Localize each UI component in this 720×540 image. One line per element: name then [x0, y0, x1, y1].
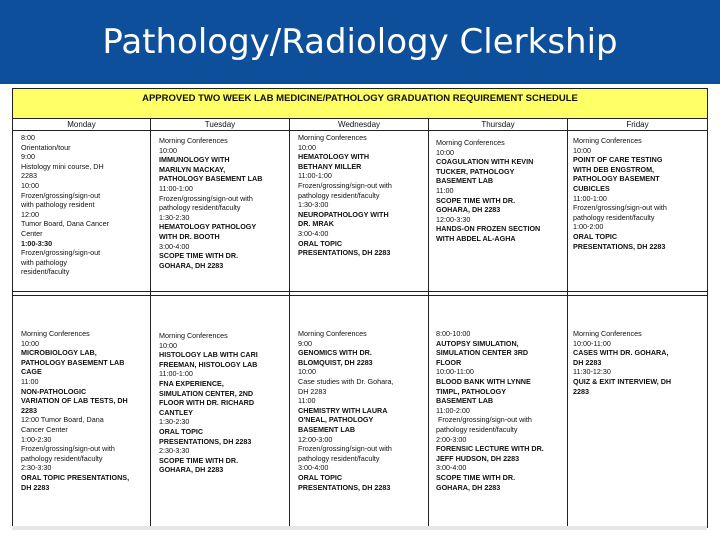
day-header-thursday: Thursday — [429, 119, 567, 131]
schedule-entry-line: SIMULATION CENTER, 2ND — [159, 388, 254, 398]
schedule-entry-line: QUIZ & EXIT INTERVIEW, DH — [573, 376, 672, 386]
schedule-entry-line: with pathology — [21, 257, 67, 267]
schedule-entry-line: CHEMISTRY WITH LAURA — [298, 405, 388, 415]
schedule-entry-line: CUBICLES — [573, 183, 610, 193]
schedule-entry-line: 11:00 — [298, 396, 316, 406]
schedule-entry-line: Center — [21, 228, 43, 238]
schedule-entry-line: 12:00 Tumor Board, Dana — [21, 415, 104, 425]
schedule-entry-line: GOHARA, DH 2283 — [159, 260, 224, 270]
schedule-entry-line: GOHARA, DH 2283 — [436, 482, 501, 492]
day-header-wednesday: Wednesday — [290, 119, 428, 131]
schedule-entry-line: AUTOPSY SIMULATION, — [436, 338, 519, 348]
slide-title: Pathology/Radiology Clerkship — [102, 22, 618, 62]
schedule-entry-line: CASES WITH DR. GOHARA, — [573, 348, 669, 358]
week1-tuesday-cell — [159, 136, 287, 289]
schedule-entry-line: ORAL TOPIC PRESENTATIONS, — [21, 472, 130, 482]
day-header-friday: Friday — [568, 119, 707, 131]
schedule-entry-line: DH 2283 — [298, 386, 327, 396]
schedule-entry-line: 2283 — [21, 405, 37, 415]
schedule-entry-line: Histology mini course, DH — [21, 161, 104, 171]
column-divider — [428, 119, 429, 527]
schedule-entry-line: PATHOLOGY BASEMENT — [573, 174, 660, 184]
schedule-entry-line: 1:30-3:00 — [298, 200, 329, 210]
schedule-entry-line: FORENSIC LECTURE WITH DR. — [436, 444, 544, 454]
schedule-entry-line: DH 2283 — [573, 357, 602, 367]
schedule-entry-line: 11:00 — [21, 376, 39, 386]
schedule-entry-line: 10:00 — [573, 145, 591, 155]
schedule-entry-line: resident/faculty — [21, 267, 70, 277]
schedule-entry-line: pathology resident/faculty — [21, 453, 103, 463]
schedule-entry-line: HANDS-ON FROZEN SECTION — [436, 224, 541, 234]
column-divider — [150, 119, 151, 527]
week2-friday-cell — [573, 329, 705, 525]
schedule-entry-line: 10:00 — [159, 145, 177, 155]
schedule-entry-line: TUCKER, PATHOLOGY — [436, 166, 515, 176]
schedule-entry-line: Morning Conferences — [436, 138, 505, 147]
schedule-entry-line: pathology resident/faculty — [436, 424, 518, 434]
schedule-entry-line: 11:00-1:00 — [298, 171, 332, 181]
schedule-entry-line: Frozen/grossing/sign-out — [21, 190, 101, 200]
schedule-entry-line: JEFF HUDSON, DH 2283 — [436, 453, 520, 463]
week-divider — [13, 291, 707, 292]
schedule-entry-line: Frozen/grossing/sign-out with — [21, 444, 115, 454]
week2-wednesday-cell — [298, 329, 426, 525]
schedule-entry-line: 11:00-2:00 — [436, 405, 470, 415]
schedule-entry-line: PRESENTATIONS, DH 2283 — [159, 436, 252, 446]
schedule-entry-line: Morning Conferences — [159, 331, 228, 340]
schedule-entry-line: Frozen/grossing/sign-out with — [298, 444, 392, 454]
schedule-entry-line: pathology resident/faculty — [573, 212, 655, 222]
schedule-entry-line: 10:00 — [21, 180, 39, 190]
schedule-entry-line: VARIATION OF LAB TESTS, DH — [21, 396, 128, 406]
schedule-entry-line: FNA EXPERIENCE, — [159, 378, 224, 388]
schedule-entry-line: 3:00-4:00 — [298, 463, 329, 473]
schedule-entry-line: MARILYN MACKAY, — [159, 164, 226, 174]
schedule-entry-line: 1:00-2:30 — [21, 434, 52, 444]
schedule-entry-line: Frozen/grossing/sign-out with — [298, 180, 392, 190]
schedule-entry-line: WITH DEB ENGSTROM, — [573, 164, 655, 174]
schedule-entry-line: SCOPE TIME WITH DR. — [159, 251, 239, 261]
schedule-entry-line: 10:00 — [21, 338, 39, 348]
schedule-entry-line: COAGULATION WITH KEVIN — [436, 157, 534, 167]
schedule-entry-line: PATHOLOGY BASEMENT LAB — [21, 357, 125, 367]
week1-friday-cell — [573, 136, 705, 289]
schedule-entry-line: 2:30-3:30 — [159, 446, 190, 456]
schedule-entry-line: PRESENTATIONS, DH 2283 — [298, 482, 391, 492]
schedule-entry-line: Morning Conferences — [159, 136, 228, 145]
schedule-entry-line: BASEMENT LAB — [436, 176, 494, 186]
day-header-monday: Monday — [13, 119, 150, 131]
schedule-entry-line: 3:00-4:00 — [436, 463, 467, 473]
schedule-entry-line: ORAL TOPIC — [298, 238, 343, 248]
schedule-entry-line: pathology resident/faculty — [298, 453, 380, 463]
week2-monday-cell — [21, 329, 148, 525]
schedule-entry-line: 11:00 — [436, 185, 454, 195]
schedule-entry-line: 10:00 — [298, 142, 316, 152]
schedule-entry-line: HEMATOLOGY PATHOLOGY — [159, 222, 257, 232]
schedule-entry-line: ORAL TOPIC — [573, 231, 618, 241]
schedule-entry-line: Orientation/tour — [21, 142, 71, 152]
schedule-entry-line: IMMUNOLOGY WITH — [159, 155, 230, 165]
schedule-entry-line: GOHARA, DH 2283 — [436, 205, 501, 215]
schedule-entry-line: Case studies with Dr. Gohara, — [298, 376, 394, 386]
schedule-entry-line: CAGE — [21, 367, 42, 377]
schedule-entry-line: Frozen/grossing/sign-out with — [159, 193, 253, 203]
table-shadow — [12, 526, 707, 530]
schedule-entry-line: ORAL TOPIC — [159, 426, 204, 436]
schedule-entry-line: PRESENTATIONS, DH 2283 — [298, 248, 391, 258]
schedule-entry-line: BASEMENT LAB — [298, 424, 356, 434]
schedule-entry-line: 11:00-1:00 — [159, 183, 193, 193]
schedule-entry-line: 2283 — [573, 386, 589, 396]
schedule-entry-line: 2:30-3:30 — [21, 463, 52, 473]
schedule-entry-line: 1:00-2:00 — [573, 222, 604, 232]
schedule-entry-line: SIMULATION CENTER 3RD — [436, 348, 529, 358]
schedule-entry-line: 9:00 — [21, 152, 35, 162]
schedule-entry-line: GENOMICS WITH DR. — [298, 348, 372, 358]
schedule-entry-line: 12:00-3:30 — [436, 214, 471, 224]
schedule-entry-line: Morning Conferences — [573, 136, 642, 145]
schedule-entry-line: FLOOR — [436, 357, 462, 367]
day-header-tuesday: Tuesday — [151, 119, 289, 131]
week2-tuesday-cell — [159, 331, 287, 525]
schedule-entry-line: WITH ABDEL AL-AGHA — [436, 233, 516, 243]
schedule-entry-line: 2283 — [21, 171, 37, 181]
schedule-entry-line: WITH DR. BOOTH — [159, 231, 220, 241]
schedule-entry-line: 8:00-10:00 — [436, 329, 471, 338]
schedule-entry-line: 12:00 — [21, 209, 39, 219]
week2-thursday-cell — [436, 329, 565, 525]
schedule-entry-line: pathology resident/faculty — [298, 190, 380, 200]
schedule-entry-line: 9:00 — [298, 338, 312, 348]
schedule-entry-line: 10:00 — [159, 340, 177, 350]
schedule-entry-line: TIMPL, PATHOLOGY — [436, 386, 507, 396]
schedule-entry-line: 8:00 — [21, 133, 35, 142]
schedule-entry-line: Morning Conferences — [298, 133, 367, 142]
schedule-entry-line: DH 2283 — [21, 482, 50, 492]
schedule-entry-line: BLOOD BANK WITH LYNNE — [436, 376, 531, 386]
schedule-entry-line: PATHOLOGY BASEMENT LAB — [159, 174, 263, 184]
schedule-entry-line: Morning Conferences — [21, 329, 90, 338]
schedule-entry-line: DR. MRAK — [298, 219, 334, 229]
schedule-entry-line: 3:00-4:00 — [298, 228, 329, 238]
schedule-entry-line: Frozen/grossing/sign-out with — [573, 203, 667, 213]
schedule-entry-line: BLOMQUIST, DH 2283 — [298, 357, 373, 367]
schedule-entry-line: Morning Conferences — [298, 329, 367, 338]
schedule-entry-line: O'NEAL, PATHOLOGY — [298, 415, 374, 425]
schedule-entry-line: SCOPE TIME WITH DR. — [436, 472, 516, 482]
schedule-entry-line: Cancer Center — [21, 424, 68, 434]
schedule-entry-line: 10:00-11:00 — [573, 338, 611, 348]
schedule-entry-line: 10:00 — [298, 367, 316, 377]
schedule-entry-line: GOHARA, DH 2283 — [159, 465, 224, 475]
schedule-entry-line: with pathology resident — [21, 200, 95, 210]
schedule-entry-line: 12:00-3:00 — [298, 434, 333, 444]
schedule-table — [12, 88, 708, 528]
schedule-entry-line: 1:30-2:30 — [159, 212, 190, 222]
schedule-entry-line: BASEMENT LAB — [436, 396, 494, 406]
column-divider — [289, 119, 290, 527]
schedule-entry-line: FLOOR WITH DR. RICHARD — [159, 398, 255, 408]
schedule-entry-line: NEUROPATHOLOGY WITH — [298, 209, 389, 219]
schedule-entry-line: 10:00 — [436, 147, 454, 157]
week-divider — [13, 295, 707, 296]
schedule-entry-line: Morning Conferences — [573, 329, 642, 338]
schedule-entry-line: 3:00-4:00 — [159, 241, 190, 251]
schedule-entry-line: 11:00-1:00 — [159, 369, 193, 379]
schedule-entry-line: ORAL TOPIC — [298, 472, 343, 482]
schedule-entry-line: HISTOLOGY LAB WITH CARI — [159, 350, 258, 360]
schedule-entry-line: POINT OF CARE TESTING — [573, 155, 663, 165]
schedule-entry-line: CANTLEY — [159, 407, 193, 417]
schedule-entry-line: SCOPE TIME WITH DR. — [436, 195, 516, 205]
schedule-entry-line: 1:30-2:30 — [159, 417, 190, 427]
schedule-entry-line: 2:00-3:00 — [436, 434, 467, 444]
schedule-entry-line: SCOPE TIME WITH DR. — [159, 455, 239, 465]
schedule-entry-line: 11:30-12:30 — [573, 367, 611, 377]
schedule-entry-line: 11:00-1:00 — [573, 193, 607, 203]
week1-thursday-cell — [436, 138, 565, 289]
schedule-entry-line: NON-PATHOLOGIC — [21, 386, 87, 396]
week1-monday-cell — [21, 133, 148, 289]
schedule-entry-line: Tumor Board, Dana Cancer — [21, 219, 110, 229]
column-divider — [567, 119, 568, 527]
schedule-entry-line: pathology resident/faculty — [159, 203, 241, 213]
week1-wednesday-cell — [298, 133, 426, 289]
schedule-entry-line: FREEMAN, HISTOLOGY LAB — [159, 359, 258, 369]
schedule-entry-line: Frozen/grossing/sign-out with — [436, 415, 532, 425]
schedule-entry-line: Frozen/grossing/sign-out — [21, 248, 101, 258]
schedule-entry-line: 10:00-11:00 — [436, 367, 474, 377]
schedule-entry-line: HEMATOLOGY WITH — [298, 152, 370, 162]
schedule-title: APPROVED TWO WEEK LAB MEDICINE/PATHOLOGY GRADUATION REQUIREMENT SCHEDULE — [13, 89, 707, 119]
schedule-entry-line: BETHANY MILLER — [298, 161, 362, 171]
schedule-entry-line: PRESENTATIONS, DH 2283 — [573, 241, 666, 251]
schedule-entry-line: 1:00-3:30 — [21, 238, 53, 248]
schedule-entry-line: MICROBIOLOGY LAB, — [21, 348, 97, 358]
